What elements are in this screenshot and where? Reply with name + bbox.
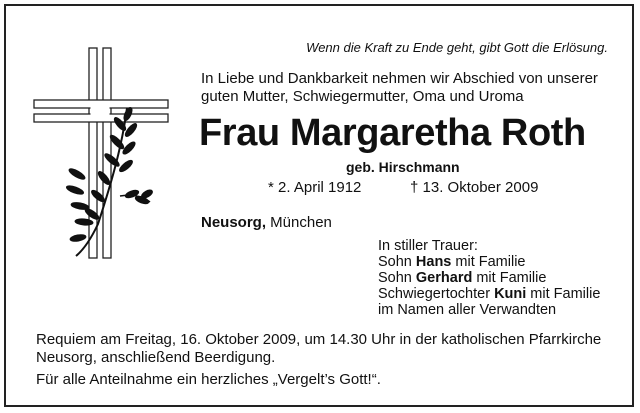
residence — [201, 214, 332, 231]
thanks-note: Für alle Anteilnahme ein herzliches „Vergelt’s Gott!“. — [36, 371, 381, 388]
mourners-closing: im Namen aller Verwandten — [378, 302, 557, 318]
requiem-line: Requiem am Freitag, 16. Oktober 2009, um 14.30 Uhr in der katholischen Pfarrkirche — [36, 331, 602, 348]
mourner-name: Kuni — [494, 286, 527, 302]
mourner-name: Hans — [415, 254, 452, 270]
requiem-info — [36, 331, 601, 367]
mourner-name: Gerhard — [415, 270, 473, 286]
intro-line: In Liebe und Dankbarkeit nehmen wir Abschied von unserer — [201, 70, 598, 87]
maiden-name: geb. Hirschmann — [346, 159, 460, 175]
intro-line: guten Mutter, Schwiegermutter, Oma und Uroma — [201, 88, 524, 105]
residence-town: Neusorg, — [201, 214, 267, 231]
obituary-notice — [4, 4, 634, 407]
mourner-entry: Sohn Hans mit Familie — [378, 254, 526, 270]
mourners-heading: In stiller Trauer: — [378, 238, 478, 254]
mourner-entry: Sohn Gerhard mit Familie — [378, 270, 547, 286]
birth-date: * 2. April 1912 — [268, 179, 362, 196]
mourner-entry: Schwiegertochter Kuni mit Familie — [378, 286, 601, 302]
residence-other: München — [266, 214, 332, 231]
motto: Wenn die Kraft zu Ende geht, gibt Gott die Erlösung. — [306, 40, 608, 55]
intro-text — [201, 70, 598, 106]
deceased-name: Frau Margaretha Roth — [199, 112, 586, 154]
mourners-list — [378, 238, 600, 318]
requiem-line: Neusorg, anschließend Beerdigung. — [36, 349, 276, 366]
cross-icon — [32, 46, 172, 261]
death-date: † 13. Oktober 2009 — [410, 179, 539, 196]
